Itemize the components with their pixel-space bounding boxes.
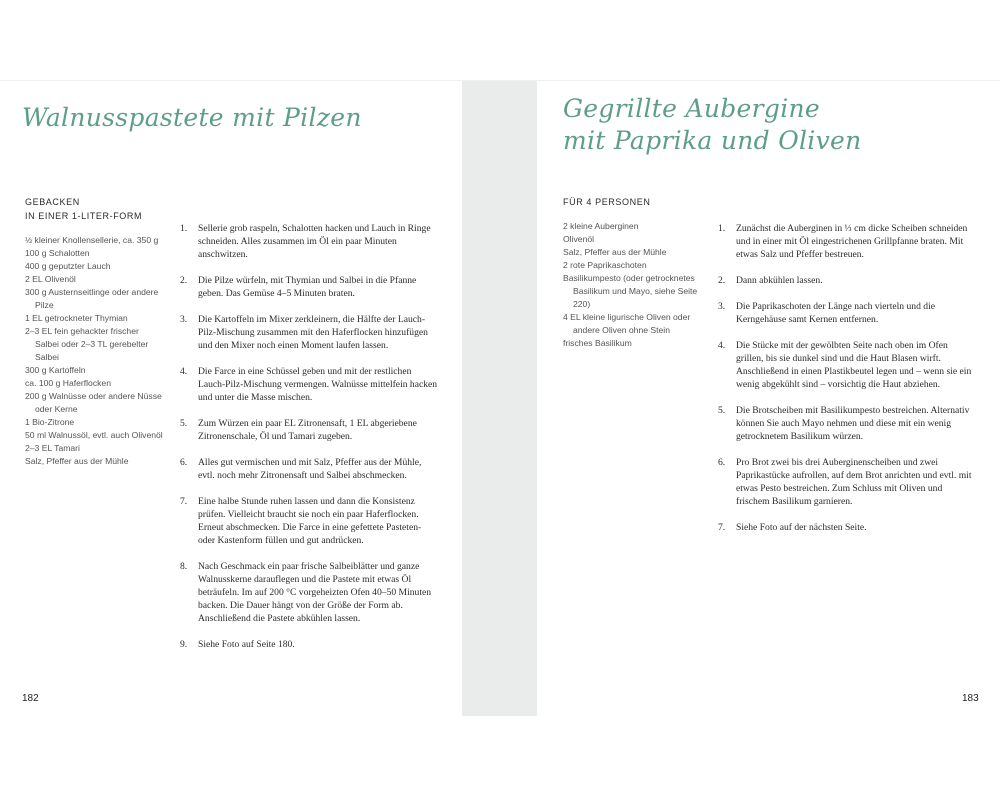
step-number: 7. bbox=[718, 522, 726, 533]
right-recipe-meta: FÜR 4 PERSONEN bbox=[563, 197, 651, 207]
step-text: Eine halbe Stunde ruhen lassen und dann die Konsistenz prüfen. Vielleicht braucht sie noch ein paar Haferflocken. Erneut abschmecken. Die Farce in eine gefettete Pasteten- oder Kastenform füllen und gut andrücken. bbox=[198, 496, 422, 546]
step-text: Zunächst die Auberginen in ⅓ cm dicke Scheiben schneiden und in einer mit Öl eingestrichenen Grillpfanne braten. Mit etwas Salz und Pfeffer bestreuen. bbox=[736, 223, 968, 260]
step-item bbox=[180, 313, 438, 352]
ingredient-item: 2 EL Olivenöl bbox=[25, 274, 76, 284]
step-number: 3. bbox=[180, 314, 188, 325]
ingredient-item: 50 ml Walnussöl, evtl. auch Olivenöl bbox=[25, 430, 163, 440]
step-number: 9. bbox=[180, 639, 188, 650]
step-text: Zum Würzen ein paar EL Zitronensaft, 1 EL abgeriebene Zitronenschale, Öl und Tamari zugeben. bbox=[198, 418, 417, 442]
step-item bbox=[180, 365, 438, 404]
ingredient-item: Basilikumpesto (oder getrocknetes Basilikum und Mayo, siehe Seite 220) bbox=[563, 273, 698, 309]
ingredient-item: frisches Basilikum bbox=[563, 338, 632, 348]
ingredient-item: 2 kleine Auberginen bbox=[563, 221, 639, 231]
left-meta-line: IN EINER 1-LITER-FORM bbox=[25, 211, 143, 221]
step-item bbox=[718, 339, 976, 391]
ingredient-item: ½ kleiner Knollensellerie, ca. 350 g bbox=[25, 235, 159, 245]
step-text: Die Paprikaschoten der Länge nach vierteln und die Kerngehäuse samt Kernen entfernen. bbox=[736, 301, 935, 325]
step-number: 1. bbox=[180, 223, 188, 234]
step-number: 5. bbox=[180, 418, 188, 429]
step-item bbox=[718, 456, 976, 508]
step-number: 2. bbox=[180, 275, 188, 286]
ingredient-item: 300 g Austernseitlinge oder andere Pilze bbox=[25, 287, 159, 310]
step-text: Die Farce in eine Schüssel geben und mit der restlichen Lauch-Pilz-Mischung vermengen. Walnüsse mittelfein hacken und unter die Masse mischen. bbox=[198, 366, 438, 403]
step-text: Siehe Foto auf der nächsten Seite. bbox=[736, 522, 867, 533]
step-text: Die Stücke mit der gewölbten Seite nach oben im Ofen grillen, bis sie dunkel sind und die Haut Blasen wirft. Anschließend in einen Plastikbeutel legen und – wenn sie ein wenig abgekühlt sind – vorsichtig die Haut abziehen. bbox=[736, 340, 972, 390]
ingredient-item: 4 EL kleine ligurische Oliven oder andere Oliven ohne Stein bbox=[563, 312, 691, 335]
step-text: Die Kartoffeln im Mixer zerkleinern, die Hälfte der Lauch-Pilz-Mischung zusammen mit den Haferflocken hinzufügen und den Mixer noch einen Moment laufen lassen. bbox=[198, 314, 428, 351]
ingredient-item: Salz, Pfeffer aus der Mühle bbox=[563, 247, 667, 257]
left-recipe-meta bbox=[25, 195, 142, 223]
step-item bbox=[180, 638, 438, 651]
left-step-list bbox=[180, 222, 438, 664]
ingredient-item: 1 EL getrockneter Thymian bbox=[25, 313, 128, 323]
ingredient-item: 2–3 EL fein gehackter frischer Salbei oder 2–3 TL gerebelter Salbei bbox=[25, 326, 149, 362]
right-title-line: mit Paprika und Oliven bbox=[563, 126, 862, 155]
ingredient-item: Salz, Pfeffer aus der Mühle bbox=[25, 456, 129, 466]
step-item bbox=[718, 222, 976, 261]
step-text: Sellerie grob raspeln, Schalotten hacken und Lauch in Ringe schneiden. Alles zusammen im Öl ein paar Minuten anschwitzen. bbox=[198, 223, 431, 260]
step-number: 1. bbox=[718, 223, 726, 234]
step-item bbox=[180, 560, 438, 625]
step-item bbox=[718, 300, 976, 326]
step-item bbox=[180, 274, 438, 300]
step-item bbox=[180, 417, 438, 443]
ingredient-item: 2 rote Paprikaschoten bbox=[563, 260, 647, 270]
left-meta-line: GEBACKEN bbox=[25, 197, 80, 207]
ingredient-item: ca. 100 g Haferflocken bbox=[25, 378, 111, 388]
step-number: 5. bbox=[718, 405, 726, 416]
right-ingredient-list bbox=[563, 220, 703, 350]
ingredient-item: 300 g Kartoffeln bbox=[25, 365, 86, 375]
step-number: 4. bbox=[180, 366, 188, 377]
step-item bbox=[180, 456, 438, 482]
step-item bbox=[180, 495, 438, 547]
step-number: 3. bbox=[718, 301, 726, 312]
left-page-number: 182 bbox=[22, 693, 39, 704]
step-number: 7. bbox=[180, 496, 188, 507]
step-number: 6. bbox=[718, 457, 726, 468]
step-text: Die Pilze würfeln, mit Thymian und Salbei in die Pfanne geben. Das Gemüse 4–5 Minuten braten. bbox=[198, 275, 417, 299]
right-step-list bbox=[718, 222, 976, 547]
right-page-number: 183 bbox=[962, 693, 979, 704]
step-text: Pro Brot zwei bis drei Auberginenscheiben und zwei Paprikastücke aufrollen, auf dem Brot anrichten und evtl. mit etwas Pesto bestreichen. Zum Schluss mit Oliven und frischem Basilikum garnieren. bbox=[736, 457, 972, 507]
step-text: Nach Geschmack ein paar frische Salbeiblätter und ganze Walnusskerne darauflegen und die Pastete mit etwas Öl beträufeln. Im auf 200 °C vorgeheizten Ofen 40–50 Minuten backen. Die Dauer hängt von der Größe der Form ab. Anschließend die Pastete abkühlen lassen. bbox=[198, 561, 432, 624]
right-recipe-title bbox=[563, 93, 983, 157]
ingredient-item: 100 g Schalotten bbox=[25, 248, 90, 258]
step-text: Siehe Foto auf Seite 180. bbox=[198, 639, 295, 650]
step-number: 8. bbox=[180, 561, 188, 572]
left-recipe-title: Walnusspastete mit Pilzen bbox=[22, 103, 362, 132]
step-number: 4. bbox=[718, 340, 726, 351]
step-text: Die Brotscheiben mit Basilikumpesto bestreichen. Alternativ können Sie auch Mayo nehmen und diese mit ein wenig getrocknetem Basilikum würzen. bbox=[736, 405, 970, 442]
step-item bbox=[718, 404, 976, 443]
step-item bbox=[718, 274, 976, 287]
step-item bbox=[718, 521, 976, 534]
step-number: 6. bbox=[180, 457, 188, 468]
step-text: Alles gut vermischen und mit Salz, Pfeffer aus der Mühle, evtl. noch mehr Zitronensaft und Salbei abschmecken. bbox=[198, 457, 422, 481]
step-text: Dann abkühlen lassen. bbox=[736, 275, 823, 286]
ingredient-item: Olivenöl bbox=[563, 234, 595, 244]
ingredient-item: 200 g Walnüsse oder andere Nüsse oder Kerne bbox=[25, 391, 162, 414]
right-title-line: Gegrillte Aubergine bbox=[563, 94, 820, 123]
ingredient-item: 1 Bio-Zitrone bbox=[25, 417, 75, 427]
ingredient-item: 2–3 EL Tamari bbox=[25, 443, 80, 453]
step-number: 2. bbox=[718, 275, 726, 286]
center-gutter bbox=[462, 81, 537, 716]
step-item bbox=[180, 222, 438, 261]
ingredient-item: 400 g geputzter Lauch bbox=[25, 261, 111, 271]
left-ingredient-list bbox=[25, 234, 165, 468]
